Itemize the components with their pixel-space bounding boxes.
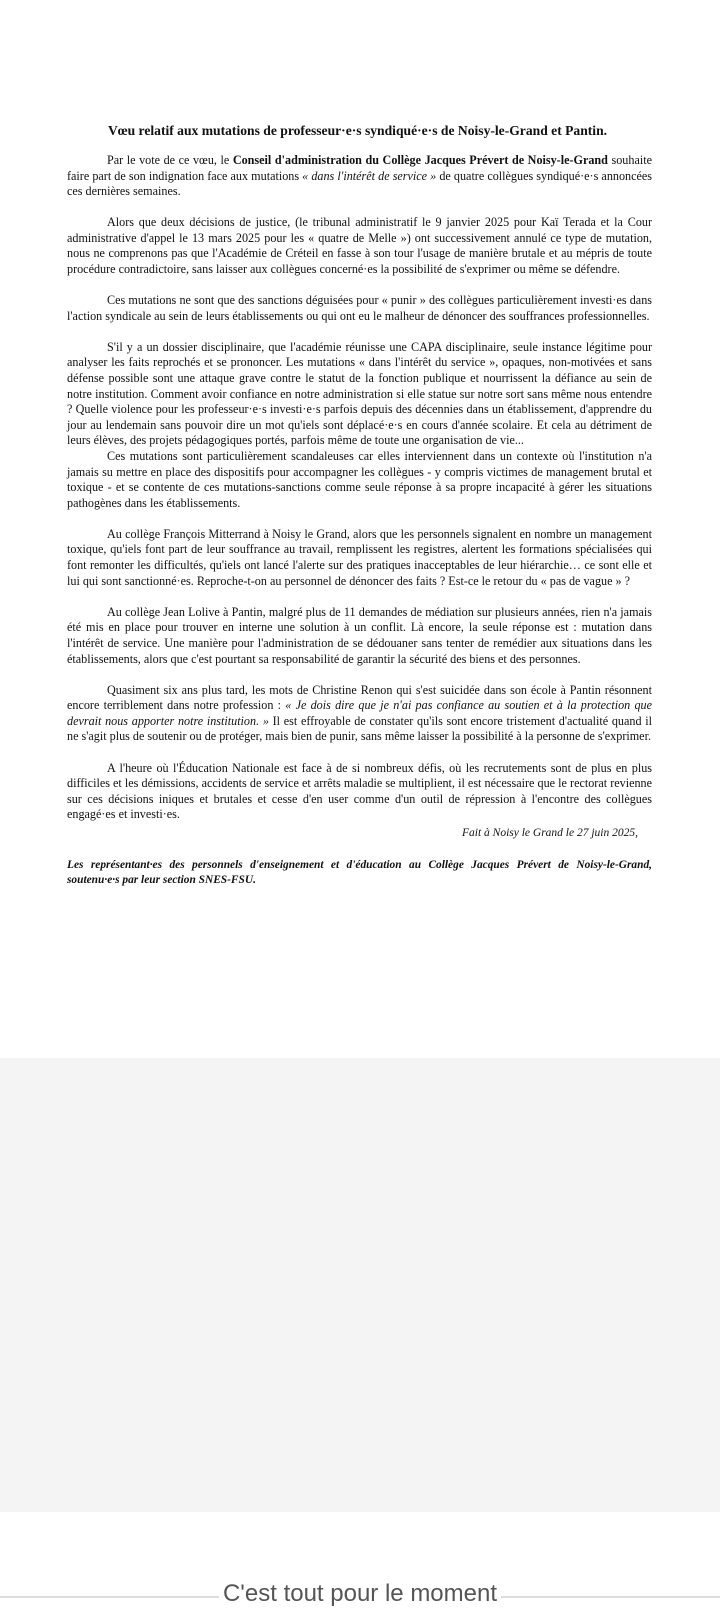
end-of-feed-message xyxy=(0,1580,720,1608)
p1-bold-council: Conseil d'administration du Collège Jacques Prévert de Noisy-le-Grand xyxy=(232,153,608,167)
paragraph-1 xyxy=(67,153,652,200)
p1-text-a: Par le vote de ce vœu, le xyxy=(107,153,233,167)
paragraph-7: Au collège Jean Lolive à Pantin, malgré plus de 11 demandes de médiation sur plusieurs années, rien n'a jamais été mis en place pour trouver en interne une solution à un conflit. Là encore, la seule réponse est : mutation dans l'intérêt de service. Une manière pour l'administration de se dédouaner sans tenter de remédier aux situations dans les établissements, alors que c'est pourtant sa responsabilité de garantir la sécurité des biens et des personnes. xyxy=(67,604,652,666)
feed-separator-area xyxy=(0,1058,720,1512)
paragraph-9: A l'heure où l'Éducation Nationale est face à de si nombreux défis, où les recrutements sont de plus en plus difficiles et les démissions, accidents de service et arrêts maladie se multiplient, il est nécessaire que le rectorat revienne sur ces décisions iniques et brutales et cesse d'en user comme d'un outil de répression à l'encontre des collègues engagé·es et investi·es. xyxy=(67,760,652,822)
paragraph-5: Ces mutations sont particulièrement scandaleuses car elles interviennent dans un contexte où l'institution n'a jamais su mettre en place des dispositifs pour accompagner les collègues - y compris victimes de management brutal et toxique - et se contente de ces mutations-sanctions comme seule réponse à sa propre incapacité à gérer les situations pathogènes dans les établissements. xyxy=(67,449,652,510)
document-title: Vœu relatif aux mutations de professeur·e·s syndiqué·e·s de Noisy-le-Grand et Pantin. xyxy=(107,123,608,138)
p8-text-a: Quasiment six ans plus tard, les mots de Christine Renon qui s'est suicidée dans son école à Pantin résonnent encore terriblement dans notre profession : xyxy=(67,682,652,713)
paragraph-4: S'il y a un dossier disciplinaire, que l'académie réunisse une CAPA disciplinaire, seule instance légitime pour analyser les faits reprochés et se prononcer. Les mutations « dans l'intérêt du service », opaques, non-motivées et sans défense possible sont une attaque grave contre le statut de la fonction publique et nourrissent la défiance au sein de notre institution. Comment avoir confiance en notre administration si elle statue sur notre sort sans même nous entendre ? Quelle violence pour les professeur·e·s investi·e·s parfois depuis des décennies dans un établissement, d'apprendre du jour au lendemain sans pouvoir dire un mot qu'iels sont déplacé·e·s en cours d'année scolaire. Et cela au détriment de leurs élèves, des projets pédagogiques portés, parfois même de toute une organisation de vie... xyxy=(67,339,652,448)
paragraph-3: Ces mutations ne sont que des sanctions déguisées pour « punir » des collègues particulièrement investi·es dans l'action syndicale au sein de leurs établissements ou qui ont eu le malheur de dénoncer des souffrances professionnelles. xyxy=(67,293,652,323)
p8-italic-quote: « Je dois dire que je n'ai pas confiance au soutien et à la protection que devrait nous apporter notre institution. » xyxy=(67,698,652,728)
p1-text-e: de quatre collègues syndiqué·e·s annoncées ces dernières semaines. xyxy=(67,168,652,199)
signature: Les représentant·es des personnels d'enseignement et d'éducation au Collège Jacques Prévert de Noisy-le-Grand, soutenu·e·s par leur section SNES-FSU. xyxy=(67,858,652,887)
date-line: Fait à Noisy le Grand le 27 juin 2025, xyxy=(461,826,638,839)
paragraph-2: Alors que deux décisions de justice, (le tribunal administratif le 9 janvier 2025 pour Kaï Terada et la Cour administrative d'appel le 13 mars 2025 pour les « quatre de Melle ») ont successivement annulé ce type de mutation, nous ne comprenons pas que l'Académie de Créteil en fasse à son tour l'usage de manière brutale et au mépris de toute procédure contradictoire, sans laisser aux collègues concerné·es la possibilité de s'exprimer ou même se défendre. xyxy=(67,215,652,277)
paragraph-8 xyxy=(67,683,652,745)
end-of-feed-label: C'est tout pour le moment xyxy=(219,1580,501,1607)
p1-italic-quote: « dans l'intérêt de service » xyxy=(302,168,437,183)
document-body xyxy=(67,123,652,889)
p8-text-c: Il est effroyable de constater qu'ils sont encore tristement d'actualité quand il ne s'agit plus de soutenir ou de protéger, mais bien de punir, sans même laisser la possibilité à la personne de s'exprimer. xyxy=(67,713,652,744)
paragraph-6: Au collège François Mitterrand à Noisy le Grand, alors que les personnels signalent en nombre un management toxique, qu'iels font part de leur souffrance au travail, remplissent les registres, alertent les formations spécialisées qui font remonter les difficultés, qu'iels ont lancé l'alerte sur des pratiques inacceptables de leur hiérarchie… ce sont elle et lui qui sont sanctionné·es. Reproche-t-on au personnel de dénoncer des faits ? Est-ce le retour du « pas de vague » ? xyxy=(67,526,652,588)
p1-text-c: souhaite faire part de son indignation face aux mutations xyxy=(67,153,652,183)
